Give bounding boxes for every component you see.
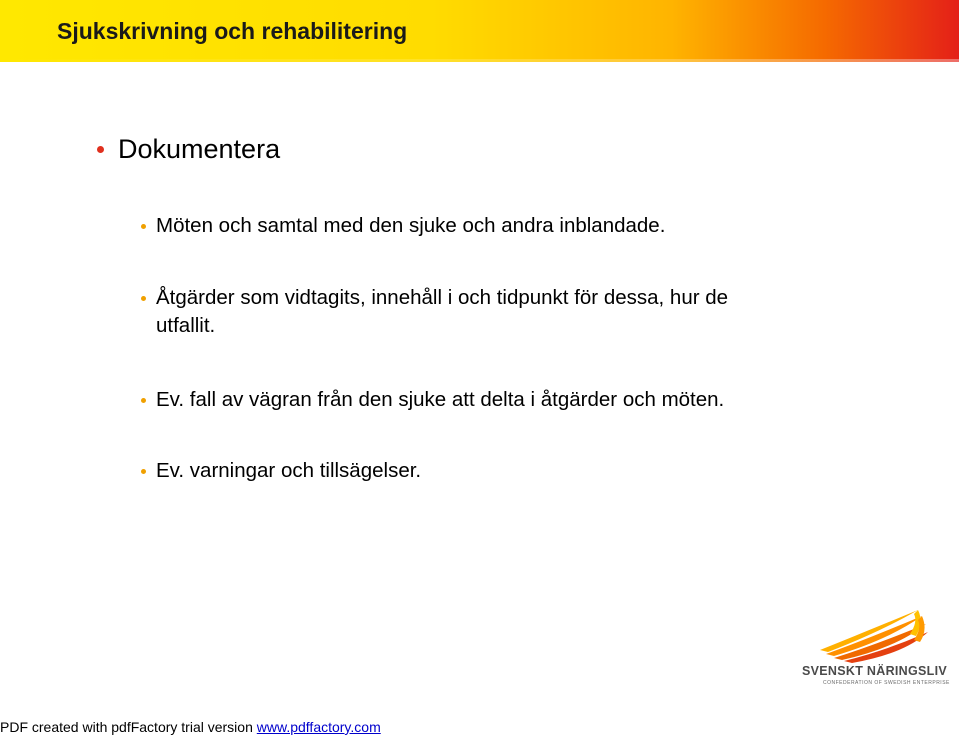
bullet-text: Åtgärder som vidtagits, innehåll i och tidpunkt för dessa, hur de [156, 286, 729, 309]
pdf-footer [0, 719, 381, 735]
bullet-dot-icon [141, 224, 146, 229]
bullet-text-continued: utfallit. [156, 314, 216, 337]
bullet-text: Ev. fall av vägran från den sjuke att delta i åtgärder och möten. [156, 388, 725, 411]
bullet-dot-icon [141, 469, 146, 474]
heading-dokumentera: Dokumentera [118, 134, 281, 164]
logo-tagline: CONFEDERATION OF SWEDISH ENTERPRISE [823, 680, 950, 686]
bullet-text: Möten och samtal med den sjuke och andra inblandade. [156, 214, 666, 237]
slide-header-bar [0, 0, 959, 62]
bullet-dot-icon [141, 398, 146, 403]
pdffactory-link[interactable]: www.pdffactory.com [256, 719, 381, 735]
slide-title: Sjukskrivning och rehabilitering [57, 18, 408, 44]
bullet-dot-icon [141, 296, 146, 301]
logo-name: SVENSKT NÄRINGSLIV [802, 664, 947, 678]
bullet-dot-icon [97, 146, 104, 153]
bullet-text: Ev. varningar och tillsägelser. [156, 459, 422, 482]
footer-text: PDF created with pdfFactory trial version [0, 719, 257, 735]
